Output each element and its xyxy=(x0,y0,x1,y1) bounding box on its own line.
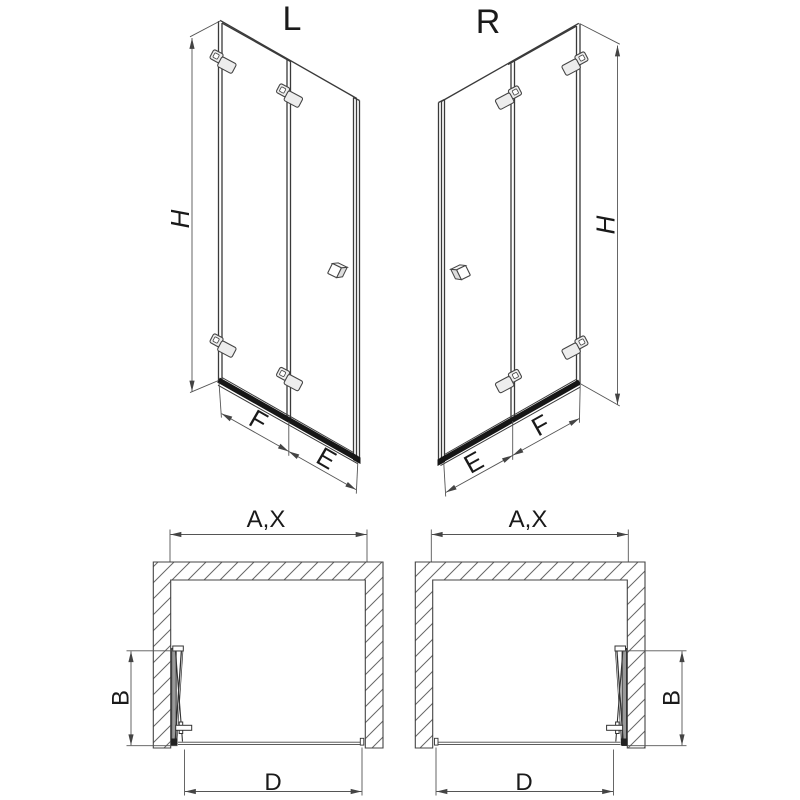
dimension-height-right xyxy=(580,24,620,407)
threshold-sill-right xyxy=(435,738,621,745)
dimension-widths-right xyxy=(444,385,580,497)
height-dim-label-left: H xyxy=(165,209,195,229)
height-dim-label-right: H xyxy=(590,215,621,235)
plan-left xyxy=(108,506,384,796)
hinge-icon xyxy=(494,85,524,110)
door-width-label-right: E xyxy=(458,444,489,480)
passage-width-label-right: D xyxy=(515,769,533,796)
opening-width-label-right: A,X xyxy=(508,506,548,533)
dimension-opening-right xyxy=(431,530,628,562)
folded-door-plan xyxy=(171,646,192,746)
door-handle-icon xyxy=(328,261,348,280)
hinge-icon xyxy=(274,367,304,392)
fold-width-label-left: F xyxy=(244,403,273,438)
fold-width-label-right: F xyxy=(526,408,555,443)
dimension-opening-left xyxy=(170,530,367,562)
elevation-right xyxy=(438,3,621,497)
folded-door-plan xyxy=(607,646,628,746)
variant-label-right: R xyxy=(475,3,501,41)
threshold-sill-left xyxy=(178,738,364,745)
passage-width-label-left: D xyxy=(264,769,282,796)
variant-label-left: L xyxy=(282,0,302,38)
elevation-left xyxy=(165,0,361,494)
hinge-icon xyxy=(560,51,590,76)
plan-right xyxy=(415,506,686,796)
opening-width-label-left: A,X xyxy=(246,506,286,533)
fold-depth-label-left: B xyxy=(107,689,135,707)
hinge-icon xyxy=(494,369,524,394)
door-handle-icon xyxy=(451,263,471,282)
wall-hatched xyxy=(415,562,645,748)
hinge-icon xyxy=(208,49,238,74)
wall-hatched xyxy=(153,562,383,748)
dimension-widths-left xyxy=(219,383,358,494)
glass-panels-left xyxy=(219,20,360,462)
hinge-icon xyxy=(208,333,238,358)
hinge-icon xyxy=(560,335,590,360)
hinge-icon xyxy=(274,83,304,108)
fold-depth-label-right: B xyxy=(658,689,686,707)
door-width-label-left: E xyxy=(311,440,342,476)
